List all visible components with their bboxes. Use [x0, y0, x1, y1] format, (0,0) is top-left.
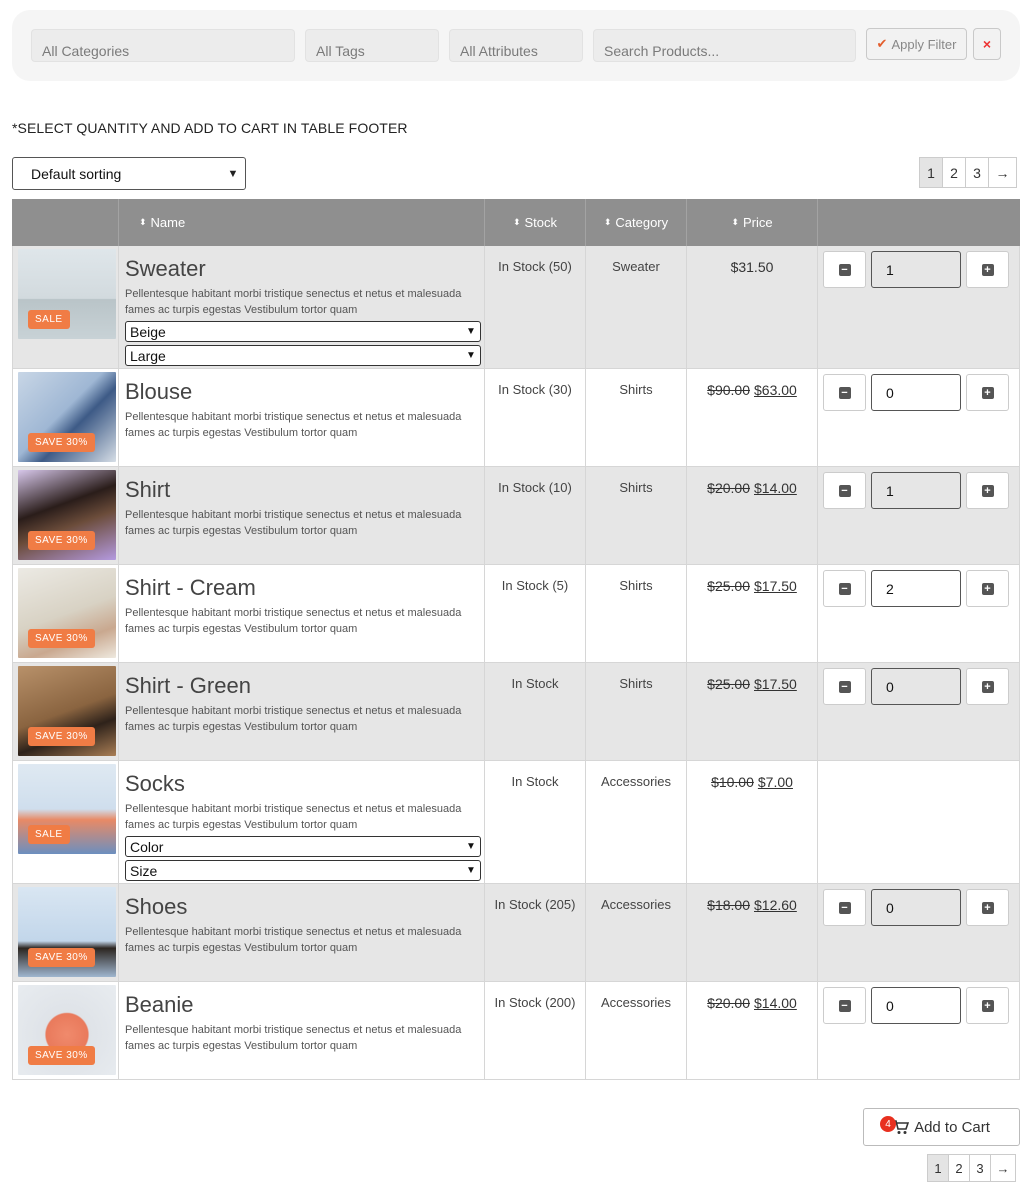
- product-image-cell: [13, 246, 119, 368]
- product-description: Pellentesque habitant morbi tristique senectus et netus et malesuada fames ac turpis egestas Vestibulum tortor quam: [125, 803, 462, 831]
- product-name[interactable]: Shirt: [125, 477, 171, 502]
- product-category: Shirts: [586, 663, 687, 760]
- increase-qty-button[interactable]: [966, 570, 1009, 607]
- old-price: $90.00: [707, 382, 750, 398]
- old-price: $20.00: [707, 995, 750, 1011]
- sale-price[interactable]: $12.60: [754, 897, 797, 913]
- sale-price[interactable]: $14.00: [754, 995, 797, 1011]
- plus-icon: +: [982, 387, 994, 399]
- product-description: Pellentesque habitant morbi tristique senectus et netus et malesuada fames ac turpis egestas Vestibulum tortor quam: [125, 926, 462, 954]
- quantity-input[interactable]: 0: [871, 889, 961, 926]
- table-row: [12, 884, 1020, 982]
- price-cell: [687, 565, 818, 662]
- plus-icon: +: [982, 583, 994, 595]
- add-to-cart-button[interactable]: [863, 1108, 1020, 1146]
- product-name[interactable]: Shirt - Green: [125, 673, 251, 698]
- sale-price[interactable]: $17.50: [754, 676, 797, 692]
- plus-icon: +: [982, 485, 994, 497]
- product-description: Pellentesque habitant morbi tristique senectus et netus et malesuada fames ac turpis egestas Vestibulum tortor quam: [125, 1024, 462, 1052]
- product-description: Pellentesque habitant morbi tristique senectus et netus et malesuada fames ac turpis egestas Vestibulum tortor quam: [125, 288, 462, 316]
- old-price: $20.00: [707, 480, 750, 496]
- attribute-filter[interactable]: All Attributes: [449, 29, 583, 62]
- product-description: Pellentesque habitant morbi tristique senectus et netus et malesuada fames ac turpis egestas Vestibulum tortor quam: [125, 509, 462, 537]
- variation-select-value: Color: [130, 838, 164, 855]
- sort-select-value: Default sorting: [31, 165, 122, 182]
- table-row: [12, 982, 1020, 1080]
- header-price[interactable]: [687, 199, 818, 246]
- table-row: [12, 565, 1020, 663]
- old-price: $25.00: [707, 578, 750, 594]
- quantity-stepper: [823, 472, 1009, 509]
- header-category[interactable]: [586, 199, 687, 246]
- minus-icon: −: [839, 1000, 851, 1012]
- minus-icon: −: [839, 485, 851, 497]
- chevron-down-icon: ▼: [466, 326, 476, 337]
- page-2-button[interactable]: 2: [948, 1154, 970, 1182]
- product-image[interactable]: [18, 568, 116, 658]
- price-cell: [687, 761, 818, 883]
- sort-select[interactable]: [12, 157, 246, 190]
- product-category: Shirts: [586, 369, 687, 466]
- pagination-top: [920, 157, 1017, 188]
- quantity-input[interactable]: 2: [871, 570, 961, 607]
- stock-status: In Stock (200): [485, 982, 586, 1079]
- quantity-cell: [818, 663, 1019, 760]
- chevron-down-icon: ▼: [466, 841, 476, 852]
- quantity-input[interactable]: 1: [871, 251, 961, 288]
- quantity-cell: [818, 761, 1019, 883]
- sale-badge: SAVE 30%: [28, 727, 95, 746]
- sale-price[interactable]: $17.50: [754, 578, 797, 594]
- category-filter[interactable]: All Categories: [31, 29, 295, 62]
- header-name-label: Name: [150, 215, 186, 230]
- product-image[interactable]: [18, 887, 116, 977]
- chevron-down-icon: ▼: [466, 350, 476, 361]
- increase-qty-button[interactable]: [966, 987, 1009, 1024]
- quantity-cell: [818, 884, 1019, 981]
- old-price: $18.00: [707, 897, 750, 913]
- sort-icon: ⬍: [512, 217, 521, 227]
- product-table: [12, 199, 1020, 1080]
- variation-select[interactable]: [125, 836, 481, 857]
- tag-filter[interactable]: All Tags: [305, 29, 439, 62]
- sale-badge: SALE: [28, 310, 70, 329]
- product-name-cell: [119, 467, 485, 564]
- product-name-cell: [119, 982, 485, 1079]
- add-to-cart-label: Add to Cart: [914, 1118, 990, 1136]
- quantity-cell: [818, 565, 1019, 662]
- product-image-cell: [13, 369, 119, 466]
- product-image[interactable]: [18, 470, 116, 560]
- filter-bar: [12, 10, 1020, 81]
- variation-select[interactable]: [125, 860, 481, 881]
- product-category: Shirts: [586, 467, 687, 564]
- minus-icon: −: [839, 902, 851, 914]
- header-stock-label: Stock: [524, 215, 558, 230]
- sale-price[interactable]: $7.00: [757, 774, 793, 790]
- product-name[interactable]: Sweater: [125, 256, 206, 281]
- page-3-button[interactable]: 3: [965, 157, 989, 188]
- decrease-qty-button[interactable]: [823, 251, 866, 288]
- header-name[interactable]: [119, 199, 485, 246]
- table-row: [12, 467, 1020, 565]
- product-image[interactable]: [18, 372, 116, 462]
- price-cell: [687, 884, 818, 981]
- product-category: Accessories: [586, 982, 687, 1079]
- product-description: Pellentesque habitant morbi tristique senectus et netus et malesuada fames ac turpis egestas Vestibulum tortor quam: [125, 411, 462, 439]
- increase-qty-button[interactable]: [966, 251, 1009, 288]
- increase-qty-button[interactable]: [966, 668, 1009, 705]
- price-cell: [687, 982, 818, 1079]
- product-name[interactable]: Shoes: [125, 894, 188, 919]
- header-price-label: Price: [742, 215, 773, 230]
- product-name-cell: [119, 565, 485, 662]
- product-name-cell: [119, 663, 485, 760]
- decrease-qty-button[interactable]: [823, 374, 866, 411]
- apply-filter-button[interactable]: [866, 28, 967, 60]
- quantity-stepper: [823, 374, 1009, 411]
- price-cell: [687, 369, 818, 466]
- sale-badge: SAVE 30%: [28, 531, 95, 550]
- increase-qty-button[interactable]: [966, 889, 1009, 926]
- quantity-cell: [818, 246, 1019, 368]
- variation-select-value: Beige: [130, 323, 166, 340]
- quantity-cell: [818, 467, 1019, 564]
- quantity-stepper: [823, 251, 1009, 288]
- header-category-label: Category: [615, 215, 669, 230]
- sort-icon: ⬍: [731, 217, 739, 227]
- product-image-cell: [13, 982, 119, 1079]
- product-name[interactable]: Beanie: [125, 992, 194, 1017]
- table-row: [12, 761, 1020, 884]
- product-category: Shirts: [586, 565, 687, 662]
- decrease-qty-button[interactable]: [823, 472, 866, 509]
- sale-badge: SAVE 30%: [28, 1046, 95, 1065]
- price-cell: [687, 467, 818, 564]
- quantity-stepper: [823, 987, 1009, 1024]
- quantity-cell: [818, 982, 1019, 1079]
- table-row: [12, 369, 1020, 467]
- price-cell: [687, 246, 818, 368]
- product-name-cell: [119, 884, 485, 981]
- product-image-cell: [13, 663, 119, 760]
- quantity-input[interactable]: 0: [871, 987, 961, 1024]
- product-name[interactable]: Shirt - Cream: [125, 575, 256, 600]
- next-page-button[interactable]: →: [988, 157, 1017, 188]
- decrease-qty-button[interactable]: [823, 570, 866, 607]
- product-image-cell: [13, 467, 119, 564]
- decrease-qty-button[interactable]: [823, 668, 866, 705]
- product-image-cell: [13, 884, 119, 981]
- table-header: [12, 199, 1020, 246]
- chevron-down-icon: ▼: [227, 167, 239, 180]
- product-category: Accessories: [586, 884, 687, 981]
- price: $31.50: [730, 259, 774, 275]
- quantity-stepper: [823, 668, 1009, 705]
- increase-qty-button[interactable]: [966, 374, 1009, 411]
- product-name[interactable]: Blouse: [125, 379, 193, 404]
- old-price: $10.00: [711, 774, 754, 790]
- decrease-qty-button[interactable]: [823, 987, 866, 1024]
- variation-select[interactable]: [125, 321, 481, 342]
- product-name-cell: [119, 761, 485, 883]
- quantity-input[interactable]: 0: [871, 374, 961, 411]
- price-cell: [687, 663, 818, 760]
- stock-status: In Stock (50): [485, 246, 586, 368]
- product-name[interactable]: Socks: [125, 771, 185, 796]
- sale-price[interactable]: $63.00: [754, 382, 797, 398]
- page-2-button[interactable]: 2: [942, 157, 966, 188]
- product-description: Pellentesque habitant morbi tristique senectus et netus et malesuada fames ac turpis egestas Vestibulum tortor quam: [125, 607, 462, 635]
- next-page-button[interactable]: →: [990, 1154, 1016, 1182]
- sale-badge: SAVE 30%: [28, 433, 95, 452]
- variation-select[interactable]: [125, 345, 481, 366]
- page-1-button[interactable]: 1: [927, 1154, 949, 1182]
- header-image: [12, 199, 119, 246]
- product-description: Pellentesque habitant morbi tristique senectus et netus et malesuada fames ac turpis egestas Vestibulum tortor quam: [125, 705, 462, 733]
- cart-count-badge: 4: [880, 1116, 896, 1132]
- decrease-qty-button[interactable]: [823, 889, 866, 926]
- minus-icon: −: [839, 583, 851, 595]
- stock-status: In Stock (205): [485, 884, 586, 981]
- product-category: Sweater: [586, 246, 687, 368]
- table-notice: *SELECT QUANTITY AND ADD TO CART IN TABLE FOOTER: [12, 120, 408, 136]
- apply-filter-label: Apply Filter: [891, 36, 957, 52]
- pagination-bottom: [928, 1154, 1016, 1182]
- plus-icon: +: [982, 264, 994, 276]
- sale-badge: SAVE 30%: [28, 629, 95, 648]
- sale-price[interactable]: $14.00: [754, 480, 797, 496]
- quantity-input[interactable]: 1: [871, 472, 961, 509]
- stock-status: In Stock (5): [485, 565, 586, 662]
- product-image[interactable]: [18, 764, 116, 854]
- table-row: [12, 246, 1020, 369]
- product-image-cell: [13, 565, 119, 662]
- checkmark-icon: ✔: [876, 36, 888, 51]
- minus-icon: −: [839, 387, 851, 399]
- table-body: [12, 246, 1020, 1080]
- product-image-cell: [13, 761, 119, 883]
- old-price: $25.00: [707, 676, 750, 692]
- product-name-cell: [119, 369, 485, 466]
- stock-status: In Stock (10): [485, 467, 586, 564]
- page-3-button[interactable]: 3: [969, 1154, 991, 1182]
- clear-filter-button[interactable]: ×: [973, 28, 1001, 60]
- variation-select-value: Size: [130, 862, 158, 879]
- product-name-cell: [119, 246, 485, 368]
- variation-select-value: Large: [130, 347, 166, 364]
- stock-status: In Stock: [485, 663, 586, 760]
- product-category: Accessories: [586, 761, 687, 883]
- chevron-down-icon: ▼: [466, 865, 476, 876]
- product-image[interactable]: [18, 666, 116, 756]
- product-image[interactable]: [18, 985, 116, 1075]
- plus-icon: +: [982, 681, 994, 693]
- header-quantity: [818, 199, 1020, 246]
- sort-icon: ⬍: [139, 217, 147, 227]
- sale-badge: SALE: [28, 825, 70, 844]
- quantity-input[interactable]: 0: [871, 668, 961, 705]
- plus-icon: +: [982, 1000, 994, 1012]
- quantity-cell: [818, 369, 1019, 466]
- minus-icon: −: [839, 681, 851, 693]
- product-image[interactable]: [18, 249, 116, 339]
- stock-status: In Stock (30): [485, 369, 586, 466]
- stock-status: In Stock: [485, 761, 586, 883]
- plus-icon: +: [982, 902, 994, 914]
- search-input[interactable]: Search Products...: [593, 29, 856, 62]
- minus-icon: −: [839, 264, 851, 276]
- quantity-stepper: [823, 570, 1009, 607]
- header-stock[interactable]: [485, 199, 586, 246]
- sale-badge: SAVE 30%: [28, 948, 95, 967]
- increase-qty-button[interactable]: [966, 472, 1009, 509]
- quantity-stepper: [823, 889, 1009, 926]
- sort-icon: ⬍: [603, 217, 612, 227]
- table-row: [12, 663, 1020, 761]
- page-1-button[interactable]: 1: [919, 157, 943, 188]
